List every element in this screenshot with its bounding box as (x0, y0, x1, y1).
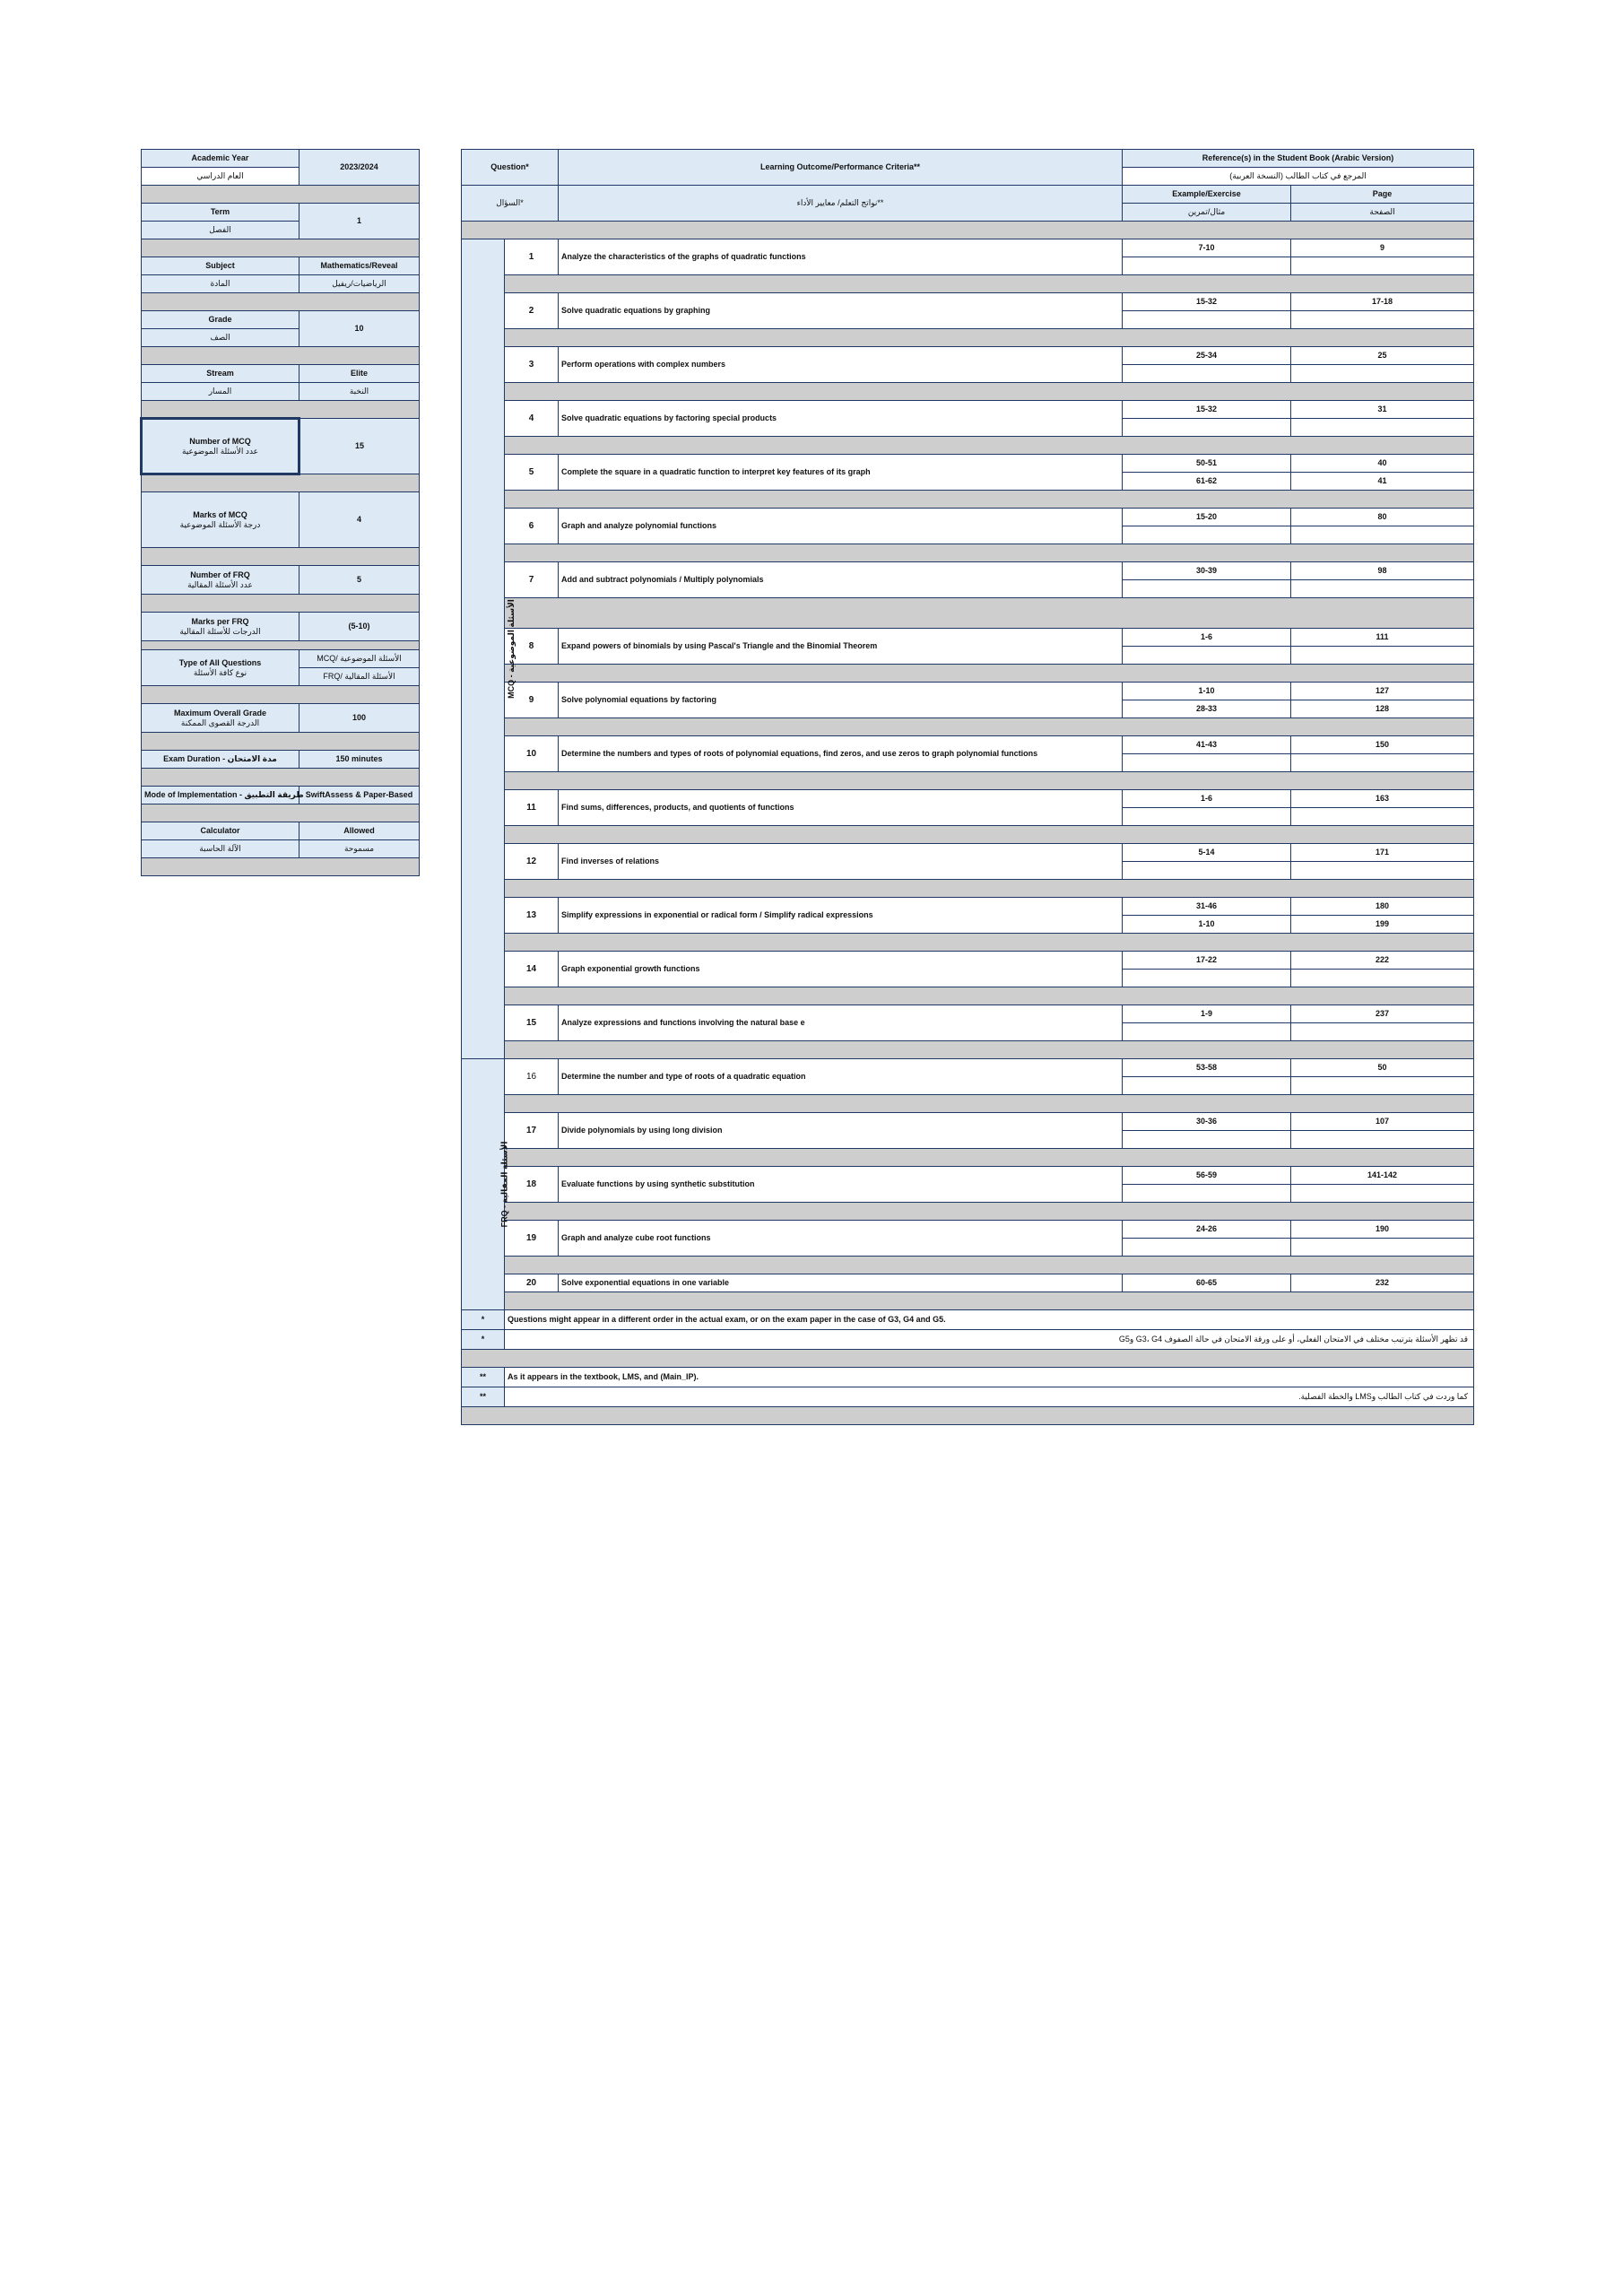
spacer (505, 934, 1474, 952)
spacer (142, 347, 420, 365)
page-cell: 199 (1291, 916, 1474, 934)
question-number: 4 (505, 401, 559, 437)
marks-frq-value: (5-10) (299, 613, 420, 641)
page-cell: 128 (1291, 700, 1474, 718)
page-cell (1291, 1023, 1474, 1041)
calculator-value: Allowed (299, 822, 420, 840)
subject-label-ar: المادة (142, 275, 299, 293)
learning-outcome: Graph exponential growth functions (559, 952, 1123, 987)
learning-outcome: Evaluate functions by using synthetic substitution (559, 1167, 1123, 1203)
page-cell: 80 (1291, 509, 1474, 526)
page-cell: 25 (1291, 347, 1474, 365)
page-cell (1291, 257, 1474, 275)
academic-year-label-ar: العام الدراسي (142, 168, 299, 186)
page-cell: 163 (1291, 790, 1474, 808)
spacer (142, 595, 420, 613)
example-cell: 30-36 (1123, 1113, 1291, 1131)
reference-header-ar: المرجع في كتاب الطالب (النسخة العربية) (1123, 168, 1474, 186)
learning-outcome: Solve quadratic equations by factoring special products (559, 401, 1123, 437)
max-grade-value: 100 (299, 704, 420, 733)
learning-outcome: Complete the square in a quadratic function to interpret key features of its graph (559, 455, 1123, 491)
type-value-frq: FRQ/ الأسئلة المقالية (299, 668, 420, 686)
spacer (505, 437, 1474, 455)
example-cell: 50-51 (1123, 455, 1291, 473)
example-cell: 41-43 (1123, 736, 1291, 754)
page-cell (1291, 647, 1474, 665)
example-cell (1123, 419, 1291, 437)
type-label (142, 650, 299, 686)
example-cell: 56-59 (1123, 1167, 1291, 1185)
page-cell: 171 (1291, 844, 1474, 862)
academic-year-label: Academic Year (142, 150, 299, 168)
example-cell (1123, 754, 1291, 772)
example-cell: 5-14 (1123, 844, 1291, 862)
page-cell (1291, 1185, 1474, 1203)
marks-mcq-value: 4 (299, 492, 420, 548)
spacer (142, 641, 420, 650)
footnote-mark: ** (462, 1387, 505, 1407)
marks-mcq-label-ar: درجة الأسئلة الموضوعية (179, 519, 261, 529)
example-cell (1123, 1023, 1291, 1041)
spacer (505, 987, 1474, 1005)
outcome-header: Learning Outcome/Performance Criteria** (559, 150, 1123, 186)
num-frq-label (142, 566, 299, 595)
question-number: 13 (505, 898, 559, 934)
question-number: 18 (505, 1167, 559, 1203)
num-mcq-value: 15 (299, 419, 420, 474)
outcome-header-ar: نواتج التعلم/ معايير الأداء** (559, 186, 1123, 222)
stream-value: Elite (299, 365, 420, 383)
learning-outcome: Analyze expressions and functions involving the natural base e (559, 1005, 1123, 1041)
num-frq-label-en: Number of FRQ (190, 570, 250, 579)
frq-section-label (462, 1059, 509, 1310)
spacer (142, 769, 420, 787)
grade-label: Grade (142, 311, 299, 329)
learning-outcome: Solve quadratic equations by graphing (559, 293, 1123, 329)
spacer (142, 186, 420, 204)
example-cell: 30-39 (1123, 562, 1291, 580)
learning-outcome: Add and subtract polynomials / Multiply polynomials (559, 562, 1123, 598)
term-value: 1 (299, 204, 420, 239)
page-cell (1291, 754, 1474, 772)
marks-frq-label-ar: الدرجات للأسئلة المقالية (179, 626, 261, 636)
example-cell: 17-22 (1123, 952, 1291, 970)
page-cell: 107 (1291, 1113, 1474, 1131)
example-cell (1123, 970, 1291, 987)
page-cell: 111 (1291, 629, 1474, 647)
spacer (505, 1203, 1474, 1221)
page-cell: 237 (1291, 1005, 1474, 1023)
question-header: Question* (462, 150, 559, 186)
page-cell (1291, 1131, 1474, 1149)
spacer (142, 548, 420, 566)
example-cell: 1-6 (1123, 790, 1291, 808)
spacer (505, 544, 1474, 562)
learning-outcome: Determine the numbers and types of roots of polynomial equations, find zeros, and use zeros to graph polynomial functions (559, 736, 1123, 772)
question-number: 6 (505, 509, 559, 544)
stream-label-ar: المسار (142, 383, 299, 401)
spacer (142, 293, 420, 311)
term-label-ar: الفصل (142, 222, 299, 239)
max-grade-label (142, 704, 299, 733)
footnote-mark: * (462, 1310, 505, 1330)
spacer (505, 383, 1474, 401)
num-mcq-label-en: Number of MCQ (189, 436, 251, 446)
duration-label: Exam Duration - مدة الامتحان (142, 751, 299, 769)
num-mcq-label (142, 419, 299, 474)
page-cell: 180 (1291, 898, 1474, 916)
example-cell (1123, 1185, 1291, 1203)
example-cell (1123, 1239, 1291, 1257)
example-cell (1123, 647, 1291, 665)
spacer (505, 1257, 1474, 1274)
spacer (142, 474, 420, 492)
spacer (462, 1350, 1474, 1368)
reference-header: Reference(s) in the Student Book (Arabic Version) (1123, 150, 1474, 168)
example-cell: 1-10 (1123, 683, 1291, 700)
page-cell: 50 (1291, 1059, 1474, 1077)
mode-label: Mode of Implementation - طريقة التطبيق (142, 787, 299, 804)
spacer (505, 491, 1474, 509)
subject-label: Subject (142, 257, 299, 275)
example-cell: 61-62 (1123, 473, 1291, 491)
page-cell: 40 (1291, 455, 1474, 473)
footnote-text: Questions might appear in a different order in the actual exam, or on the exam paper in the case of G3, G4 and G5. (505, 1310, 1474, 1330)
page-cell: 31 (1291, 401, 1474, 419)
example-cell: 25-34 (1123, 347, 1291, 365)
page-cell: 190 (1291, 1221, 1474, 1239)
learning-outcome: Expand powers of binomials by using Pascal's Triangle and the Binomial Theorem (559, 629, 1123, 665)
num-mcq-label-ar: عدد الأسئلة الموضوعية (181, 446, 259, 456)
example-cell: 31-46 (1123, 898, 1291, 916)
example-cell: 15-20 (1123, 509, 1291, 526)
page-cell: 9 (1291, 239, 1474, 257)
spacer (505, 826, 1474, 844)
question-header-ar: السؤال* (462, 186, 559, 222)
example-header-ar: مثال/تمرين (1123, 204, 1291, 222)
page-cell (1291, 862, 1474, 880)
example-cell (1123, 580, 1291, 598)
grade-label-ar: الصف (142, 329, 299, 347)
question-number: 14 (505, 952, 559, 987)
marks-frq-label-en: Marks per FRQ (191, 616, 249, 626)
example-cell: 24-26 (1123, 1221, 1291, 1239)
page-header: Page (1291, 186, 1474, 204)
stream-value-ar: النخبة (299, 383, 420, 401)
question-spec-table (461, 149, 1474, 1425)
page-header-ar: الصفحة (1291, 204, 1474, 222)
example-cell (1123, 526, 1291, 544)
example-cell: 28-33 (1123, 700, 1291, 718)
question-number: 15 (505, 1005, 559, 1041)
spacer (505, 665, 1474, 683)
subject-value: Mathematics/Reveal (299, 257, 420, 275)
spacer (505, 598, 1474, 629)
learning-outcome: Solve polynomial equations by factoring (559, 683, 1123, 718)
example-cell (1123, 808, 1291, 826)
page-cell: 232 (1291, 1274, 1474, 1292)
example-cell: 60-65 (1123, 1274, 1291, 1292)
stream-label: Stream (142, 365, 299, 383)
learning-outcome: Graph and analyze cube root functions (559, 1221, 1123, 1257)
page-cell (1291, 526, 1474, 544)
question-number: 17 (505, 1113, 559, 1149)
page-cell (1291, 419, 1474, 437)
spacer (142, 858, 420, 876)
question-number: 20 (505, 1274, 559, 1292)
max-grade-label-en: Maximum Overall Grade (173, 708, 267, 718)
duration-value: 150 minutes (299, 751, 420, 769)
footnote-mark: * (462, 1330, 505, 1350)
footnote-text: كما وردت في كتاب الطالب وLMS والخطة الفصلية. (505, 1387, 1474, 1407)
page-cell: 222 (1291, 952, 1474, 970)
spacer (505, 1041, 1474, 1059)
example-cell: 15-32 (1123, 401, 1291, 419)
learning-outcome: Determine the number and type of roots of a quadratic equation (559, 1059, 1123, 1095)
example-cell (1123, 862, 1291, 880)
spacer (505, 329, 1474, 347)
question-number: 5 (505, 455, 559, 491)
learning-outcome: Solve exponential equations in one variable (559, 1274, 1123, 1292)
spacer (142, 804, 420, 822)
example-cell: 1-9 (1123, 1005, 1291, 1023)
example-cell (1123, 1077, 1291, 1095)
question-number: 3 (505, 347, 559, 383)
page-cell (1291, 365, 1474, 383)
spacer (505, 880, 1474, 898)
spacer (505, 1149, 1474, 1167)
example-header: Example/Exercise (1123, 186, 1291, 204)
mode-value: SwiftAssess & Paper-Based (299, 787, 420, 804)
type-label-ar: نوع كافة الأسئلة (193, 667, 247, 677)
marks-frq-label (142, 613, 299, 641)
page-cell: 17-18 (1291, 293, 1474, 311)
spacer (505, 275, 1474, 293)
page-cell: 98 (1291, 562, 1474, 580)
subject-value-ar: الرياضيات/ريفيل (299, 275, 420, 293)
spacer (505, 718, 1474, 736)
page-cell: 141-142 (1291, 1167, 1474, 1185)
page-cell: 127 (1291, 683, 1474, 700)
question-number: 8 (505, 629, 559, 665)
type-label-en: Type of All Questions (178, 657, 262, 667)
example-cell: 1-6 (1123, 629, 1291, 647)
example-cell: 15-32 (1123, 293, 1291, 311)
max-grade-label-ar: الدرجة القصوى الممكنة (180, 718, 260, 727)
spacer (142, 401, 420, 419)
spacer (142, 686, 420, 704)
question-number: 2 (505, 293, 559, 329)
footnote-text: قد تظهر الأسئلة بترتيب مختلف في الامتحان الفعلي، أو على ورقة الامتحان في حالة الصفوف G3، G4 وG5 (505, 1330, 1474, 1350)
page-cell: 150 (1291, 736, 1474, 754)
question-number: 19 (505, 1221, 559, 1257)
num-frq-label-ar: عدد الأسئلة المقالية (187, 579, 253, 589)
page-cell (1291, 311, 1474, 329)
learning-outcome: Graph and analyze polynomial functions (559, 509, 1123, 544)
learning-outcome: Divide polynomials by using long division (559, 1113, 1123, 1149)
exam-info-table (140, 149, 420, 876)
learning-outcome: Perform operations with complex numbers (559, 347, 1123, 383)
calculator-value-ar: مسموحة (299, 840, 420, 858)
example-cell: 7-10 (1123, 239, 1291, 257)
spacer (142, 239, 420, 257)
spacer (505, 772, 1474, 790)
question-number: 1 (505, 239, 559, 275)
page-cell (1291, 580, 1474, 598)
calculator-label: Calculator (142, 822, 299, 840)
page-cell (1291, 808, 1474, 826)
question-number: 16 (505, 1059, 559, 1095)
question-number: 7 (505, 562, 559, 598)
grade-value: 10 (299, 311, 420, 347)
example-cell: 1-10 (1123, 916, 1291, 934)
term-label: Term (142, 204, 299, 222)
mcq-section-text: MCQ - الأسئلة الموضوعية (506, 599, 516, 699)
learning-outcome: Find sums, differences, products, and quotients of functions (559, 790, 1123, 826)
example-cell (1123, 311, 1291, 329)
learning-outcome: Simplify expressions in exponential or radical form / Simplify radical expressions (559, 898, 1123, 934)
learning-outcome: Find inverses of relations (559, 844, 1123, 880)
footnote-text: As it appears in the textbook, LMS, and (Main_IP). (505, 1368, 1474, 1387)
example-cell (1123, 257, 1291, 275)
mcq-section-label (462, 239, 516, 1059)
spacer (505, 1095, 1474, 1113)
calculator-label-ar: الآلة الحاسبة (142, 840, 299, 858)
page-cell (1291, 970, 1474, 987)
frq-section-text: FRQ - الأسئلة المقالية (499, 1141, 509, 1228)
example-cell (1123, 365, 1291, 383)
example-cell (1123, 1131, 1291, 1149)
spacer (505, 1292, 1474, 1310)
spacer (462, 222, 1474, 239)
marks-mcq-label (142, 492, 299, 548)
academic-year-value: 2023/2024 (299, 150, 420, 186)
question-number: 9 (505, 683, 559, 718)
question-number: 12 (505, 844, 559, 880)
page-cell: 41 (1291, 473, 1474, 491)
marks-mcq-label-en: Marks of MCQ (193, 509, 247, 519)
learning-outcome: Analyze the characteristics of the graphs of quadratic functions (559, 239, 1123, 275)
num-frq-value: 5 (299, 566, 420, 595)
spacer (462, 1407, 1474, 1425)
footnote-mark: ** (462, 1368, 505, 1387)
page-cell (1291, 1077, 1474, 1095)
page-cell (1291, 1239, 1474, 1257)
type-value-mcq: MCQ/ الأسئلة الموضوعية (299, 650, 420, 668)
example-cell: 53-58 (1123, 1059, 1291, 1077)
spacer (142, 733, 420, 751)
question-number: 10 (505, 736, 559, 772)
question-number: 11 (505, 790, 559, 826)
